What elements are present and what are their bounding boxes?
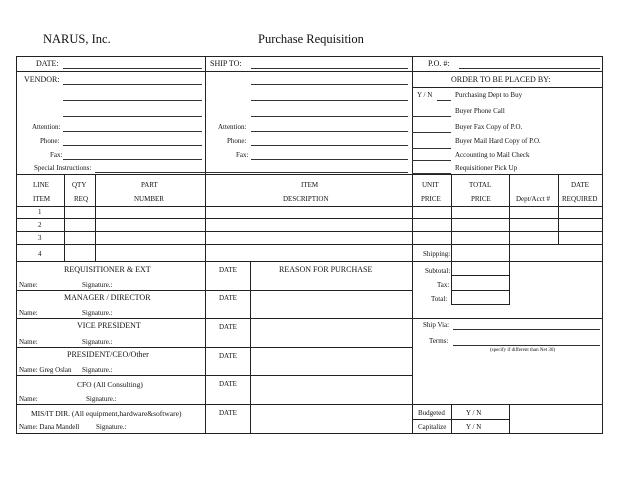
attention-label: Attention:	[32, 123, 61, 131]
approval-signature-label: Signature.:	[96, 423, 127, 431]
col-subheader-date-required: REQUIRED	[562, 195, 598, 203]
capitalize-label: Capitalize	[418, 423, 447, 431]
approval-name-label: Name:	[19, 338, 38, 346]
date-label: DATE:	[36, 59, 59, 68]
fax-label: Fax:	[50, 151, 63, 159]
approval-name-label: Name:	[19, 281, 38, 289]
special-instructions-field[interactable]	[95, 172, 408, 173]
line-number: 4	[38, 250, 42, 258]
company-name: NARUS, Inc.	[43, 32, 111, 46]
ship-fax-field[interactable]	[251, 159, 408, 160]
option-check-5[interactable]	[412, 160, 451, 161]
col-subheader-total-price: PRICE	[471, 195, 491, 203]
approval-signature-label: Signature.:	[82, 309, 113, 317]
shipping-field[interactable]	[451, 244, 510, 262]
option-check-6[interactable]	[412, 173, 451, 174]
reason-for-purchase-heading: REASON FOR PURCHASE	[279, 265, 373, 274]
special-instructions-label: Special Instructions:	[34, 164, 92, 172]
totals-field-box[interactable]	[451, 261, 510, 305]
attention-field[interactable]	[63, 131, 202, 132]
fax-field[interactable]	[63, 159, 202, 160]
col-subheader-number: NUMBER	[134, 195, 164, 203]
yn-column-label: Y / N	[417, 91, 433, 99]
approval-signature-label: Signature.:	[82, 338, 113, 346]
col-subheader-dept-acct: Dept/Acct #	[516, 195, 551, 203]
option-check-1[interactable]	[437, 100, 451, 101]
ship-fax-label: Fax:	[236, 151, 249, 159]
date-field[interactable]	[63, 68, 202, 69]
order-option: Purchasing Dept to Buy	[455, 91, 523, 99]
budgeted-yn[interactable]: Y / N	[466, 409, 482, 417]
approval-name-label: Name: Dana Mandell	[19, 423, 80, 431]
approval-role: MIS/IT DIR. (All equipment,hardware&software)	[31, 409, 182, 418]
vendor-field-2[interactable]	[63, 100, 202, 101]
approval-role: MANAGER / DIRECTOR	[64, 293, 151, 302]
approval-name-label: Name:	[19, 395, 38, 403]
vendor-label: VENDOR:	[24, 75, 60, 84]
order-option: Requisitioner Pick Up	[455, 164, 518, 172]
approval-date-label: DATE	[219, 352, 237, 360]
col-subheader-description: DESCRIPTION	[283, 195, 329, 203]
col-header-item: ITEM	[301, 181, 319, 189]
ship-attention-label: Attention:	[218, 123, 247, 131]
terms-field[interactable]	[453, 345, 600, 346]
page-title: Purchase Requisition	[258, 32, 364, 46]
col-subheader-unit-price: PRICE	[421, 195, 441, 203]
option-check-2[interactable]	[412, 116, 451, 117]
budgeted-label: Budgeted	[418, 409, 445, 417]
col-header-unit: UNIT	[422, 181, 439, 189]
approval-date-label: DATE	[219, 323, 237, 331]
ship-via-field[interactable]	[453, 329, 600, 330]
ship-to-field-2[interactable]	[251, 84, 408, 85]
ship-to-field-4[interactable]	[251, 116, 408, 117]
order-option: Accounting to Mail Check	[455, 151, 530, 159]
phone-label: Phone:	[40, 137, 60, 145]
option-check-3[interactable]	[412, 132, 451, 133]
approval-name-label: Name:	[19, 309, 38, 317]
phone-field[interactable]	[63, 145, 202, 146]
order-option: Buyer Phone Call	[455, 107, 505, 115]
vendor-field-3[interactable]	[63, 116, 202, 117]
col-subheader-req: REQ	[74, 195, 88, 203]
form-frame	[16, 56, 603, 434]
approval-role: VICE PRESIDENT	[77, 321, 141, 330]
approval-date-label: DATE	[219, 294, 237, 302]
terms-label: Terms:	[429, 337, 449, 345]
line-number: 1	[38, 208, 42, 216]
ship-attention-field[interactable]	[251, 131, 408, 132]
col-header-total: TOTAL	[469, 181, 492, 189]
option-check-4[interactable]	[412, 148, 451, 149]
col-header-part: PART	[141, 181, 158, 189]
col-header-qty: QTY	[72, 181, 87, 189]
vendor-field-1[interactable]	[63, 84, 202, 85]
ship-to-field-3[interactable]	[251, 100, 408, 101]
approval-date-label: DATE	[219, 380, 237, 388]
approval-signature-label: Signature.:	[82, 366, 113, 374]
total-label: Total:	[431, 295, 448, 303]
order-option: Buyer Fax Copy of P.O.	[455, 123, 523, 131]
line-number: 2	[38, 221, 42, 229]
approval-signature-label: Signature.:	[86, 395, 117, 403]
ship-via-label: Ship Via:	[423, 321, 450, 329]
col-header-date: DATE	[571, 181, 589, 189]
approval-name-label: Name: Greg Oslan	[19, 366, 72, 374]
ship-to-label: SHIP TO:	[210, 59, 242, 68]
ship-phone-field[interactable]	[251, 145, 408, 146]
ship-phone-label: Phone:	[227, 137, 247, 145]
approval-date-label: DATE	[219, 266, 237, 274]
shipping-label: Shipping:	[423, 250, 451, 258]
approval-signature-label: Signature.:	[82, 281, 113, 289]
approval-role: CFO (All Consulting)	[77, 380, 143, 389]
capitalize-yn[interactable]: Y / N	[466, 423, 482, 431]
ship-to-field[interactable]	[251, 68, 408, 69]
po-number-label: P.O. #:	[428, 59, 450, 68]
terms-note: (specify if different than Net 30)	[490, 348, 556, 353]
approval-date-label: DATE	[219, 409, 237, 417]
col-subheader-item: ITEM	[33, 195, 51, 203]
approval-role: PRESIDENT/CEO/Other	[67, 350, 149, 359]
subtotal-label: Subtotal:	[425, 267, 451, 275]
line-number: 3	[38, 234, 42, 242]
tax-label: Tax:	[437, 281, 450, 289]
col-header-line: LINE	[33, 181, 49, 189]
approval-role: REQUISITIONER & EXT	[64, 265, 151, 274]
order-option: Buyer Mail Hard Copy of P.O.	[455, 137, 541, 145]
po-number-field[interactable]	[459, 68, 600, 69]
order-placed-by-heading: ORDER TO BE PLACED BY:	[451, 75, 551, 84]
